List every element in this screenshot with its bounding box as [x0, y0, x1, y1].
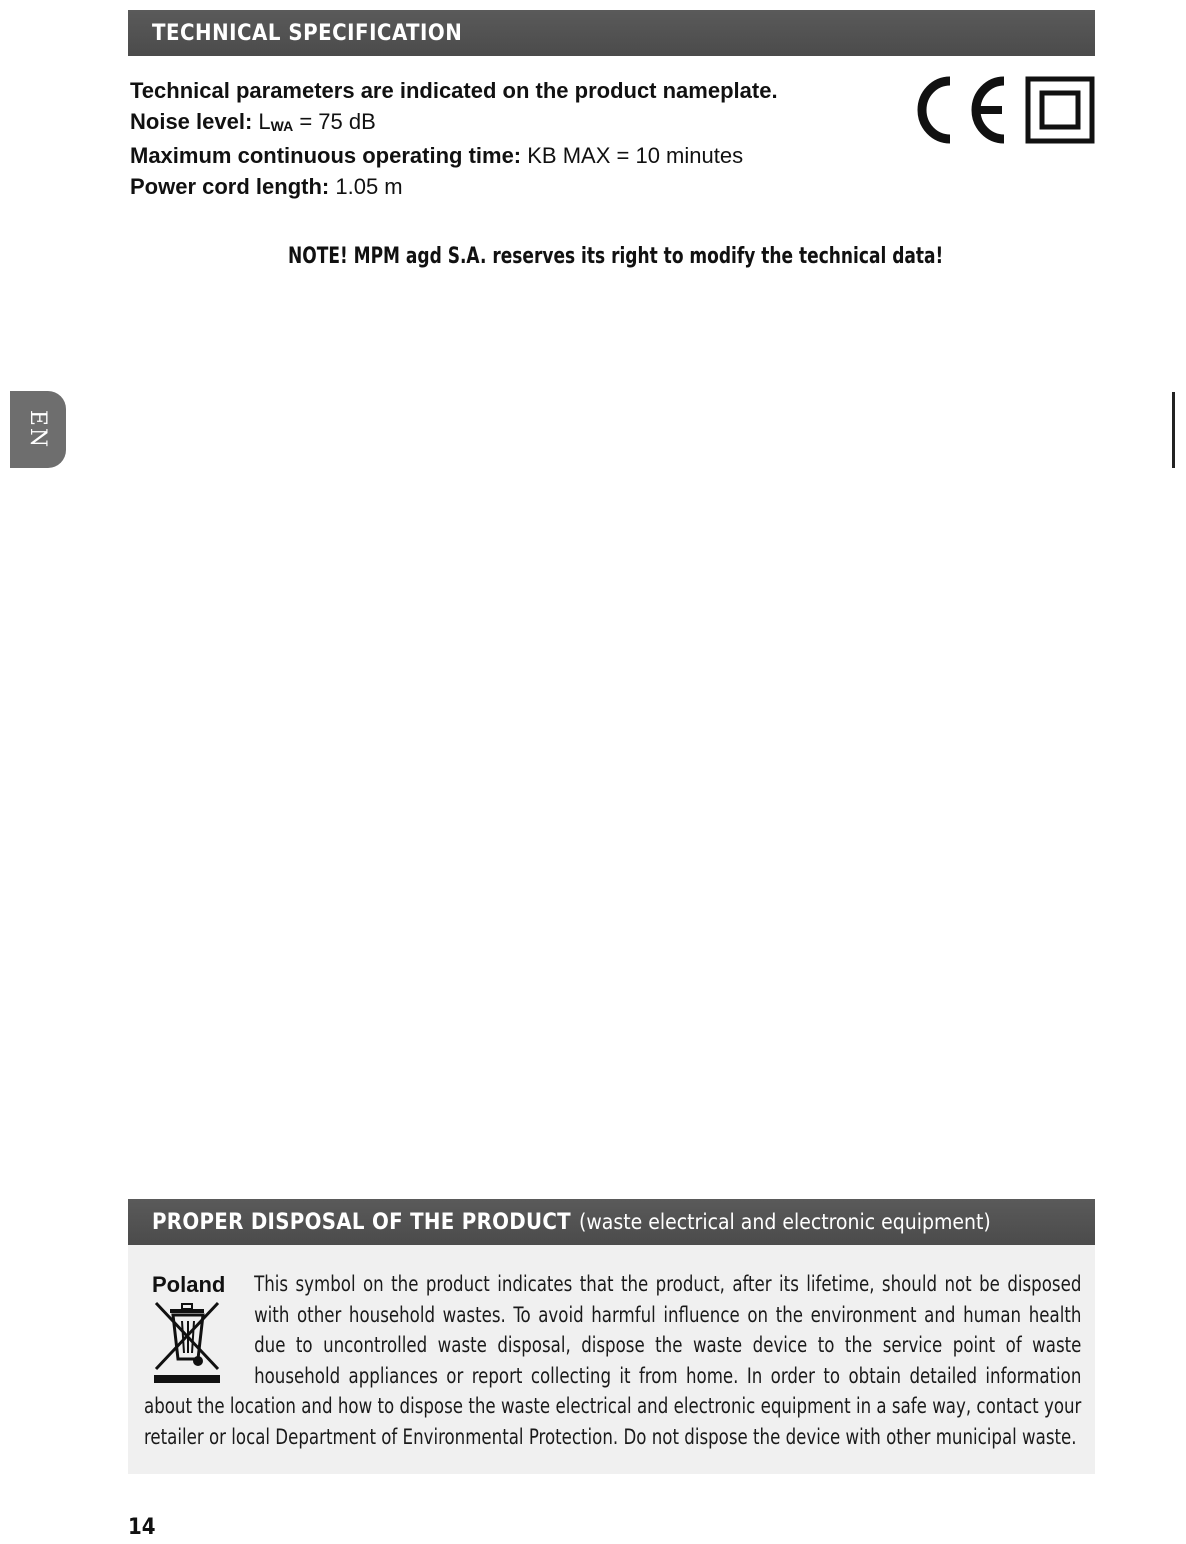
section-title: PROPER DISPOSAL OF THE PRODUCT: [152, 1209, 571, 1235]
noise-symbol: L: [258, 108, 271, 134]
edge-marker: [1172, 392, 1175, 468]
noise-subscript: WA: [270, 117, 294, 134]
disposal-text: [144, 1270, 1081, 1454]
section-header-proper-disposal: [128, 1199, 1095, 1245]
language-label: EN: [25, 409, 51, 450]
spec-power-cord: Power cord length: 1.05 m: [130, 173, 403, 199]
spec-noise-level: Noise level: LWA = 75 dB: [130, 108, 376, 134]
operating-time-value: KB MAX = 10 minutes: [521, 143, 744, 169]
section-header-technical-specification: [128, 10, 1095, 56]
disposal-paragraph: This symbol on the product indicates that the product, after its lifetime, should not be disposed with other household wastes. To avoid harmful influence on the environment and human health due to uncontrolled waste disposal, dispose the waste device to the service point of waste household appliances or report collecting it from home. In order to obtain detailed information about the location and how to dispose the waste electrical and electronic equipment in a safe way, contact your retailer or local Department of Environmental Protection. Do not dispose the device with other municipal waste.: [144, 1272, 1082, 1450]
noise-value: = 75 dB: [293, 108, 376, 134]
page-number: 14: [128, 1515, 156, 1540]
weee-crossed-bin-icon: [152, 1299, 222, 1385]
spec-operating-time: Maximum continuous operating time: KB MAX = 10 minutes: [130, 143, 744, 169]
spec-nameplate-note: Technical parameters are indicated on the product nameplate.: [130, 78, 778, 103]
section-subtitle: (waste electrical and electronic equipment): [578, 1210, 991, 1234]
technical-data-note: NOTE! MPM agd S.A. reserves its right to modify the technical data!: [288, 244, 944, 269]
spec-list: [130, 76, 890, 202]
power-cord-value: 1.05 m: [329, 173, 403, 199]
section-title: TECHNICAL SPECIFICATION: [152, 20, 463, 46]
language-tab: [10, 391, 66, 468]
ce-class-ii-icon: [914, 75, 1096, 145]
country-label: Poland: [152, 1272, 226, 1297]
